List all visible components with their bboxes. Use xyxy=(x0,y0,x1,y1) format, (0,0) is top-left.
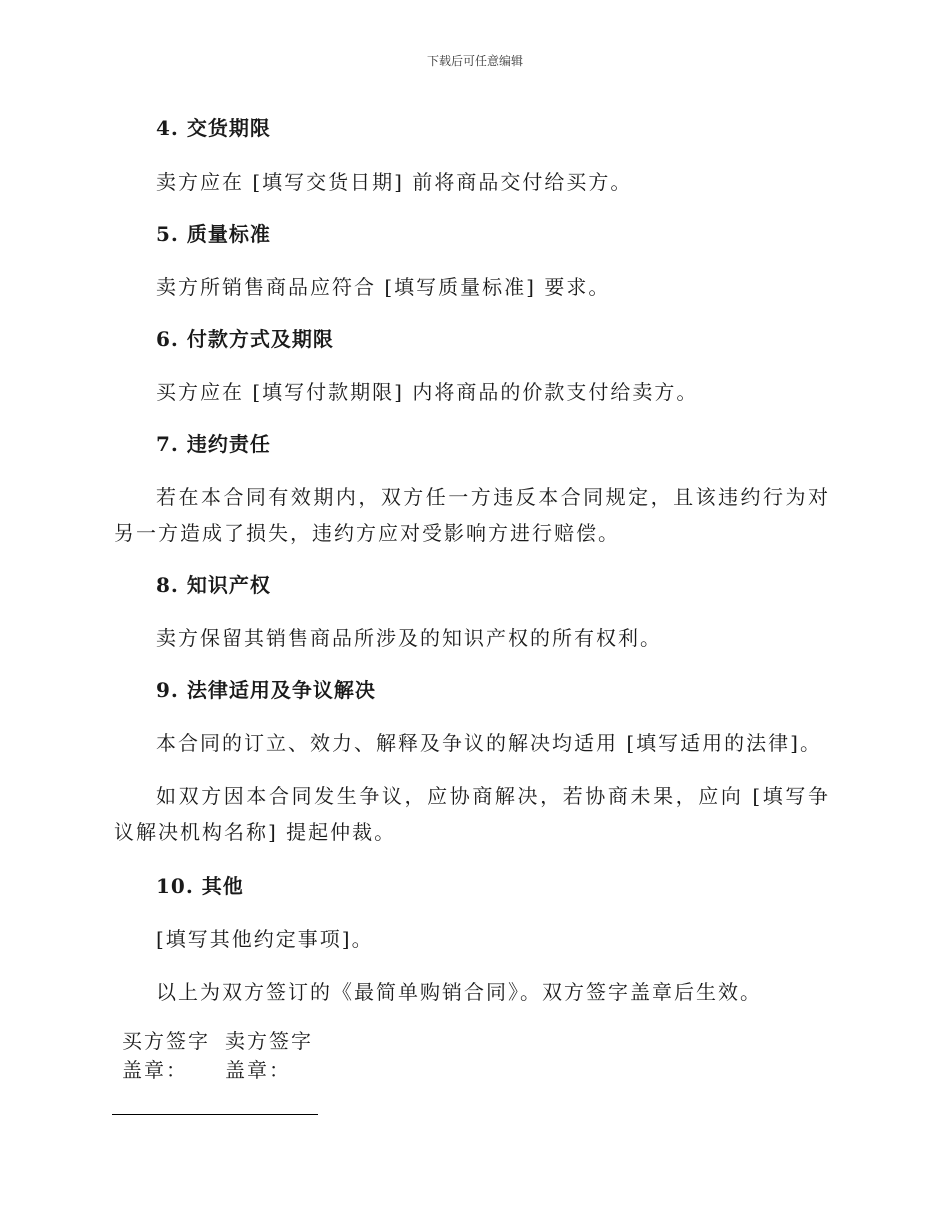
closing-paragraph: 以上为双方签订的《最简单购销合同》。双方签字盖章后生效。 xyxy=(156,980,762,1004)
section-heading-payment: 6. 付款方式及期限 xyxy=(156,327,334,351)
other-paragraph: [填写其他约定事项]。 xyxy=(156,927,374,951)
ip-paragraph: 卖方保留其销售商品所涉及的知识产权的所有权利。 xyxy=(156,626,662,650)
payment-paragraph: 买方应在 [填写付款期限] 内将商品的价款支付给卖方。 xyxy=(156,380,699,404)
seller-signature-label: 卖方签字盖章： xyxy=(225,1029,313,1082)
page-header: 下载后可任意编辑 xyxy=(426,54,523,68)
signature-block xyxy=(112,1027,318,1115)
section-heading-liability: 7. 违约责任 xyxy=(156,432,271,456)
quality-paragraph: 卖方所销售商品应符合 [填写质量标准] 要求。 xyxy=(156,275,611,299)
buyer-signature-label: 买方签字盖章： xyxy=(122,1029,210,1082)
section-heading-other: 10. 其他 xyxy=(156,874,244,898)
section-heading-delivery: 4. 交货期限 xyxy=(156,116,271,140)
section-heading-law: 9. 法律适用及争议解决 xyxy=(156,678,376,702)
dispute-paragraph: 如双方因本合同发生争议，应协商解决，若协商未果，应向 [填写争议解决机构名称] 提起仲裁。 xyxy=(114,784,830,844)
section-heading-ip: 8. 知识产权 xyxy=(156,573,271,597)
delivery-paragraph: 卖方应在 [填写交货日期] 前将商品交付给买方。 xyxy=(156,170,633,194)
law-paragraph: 本合同的订立、效力、解释及争议的解决均适用 [填写适用的法律]。 xyxy=(156,731,822,755)
section-heading-quality: 5. 质量标准 xyxy=(156,222,271,246)
contract-body xyxy=(114,112,830,1010)
liability-paragraph: 若在本合同有效期内，双方任一方违反本合同规定，且该违约行为对另一方造成了损失，违约方应对受影响方进行赔偿。 xyxy=(114,485,830,545)
